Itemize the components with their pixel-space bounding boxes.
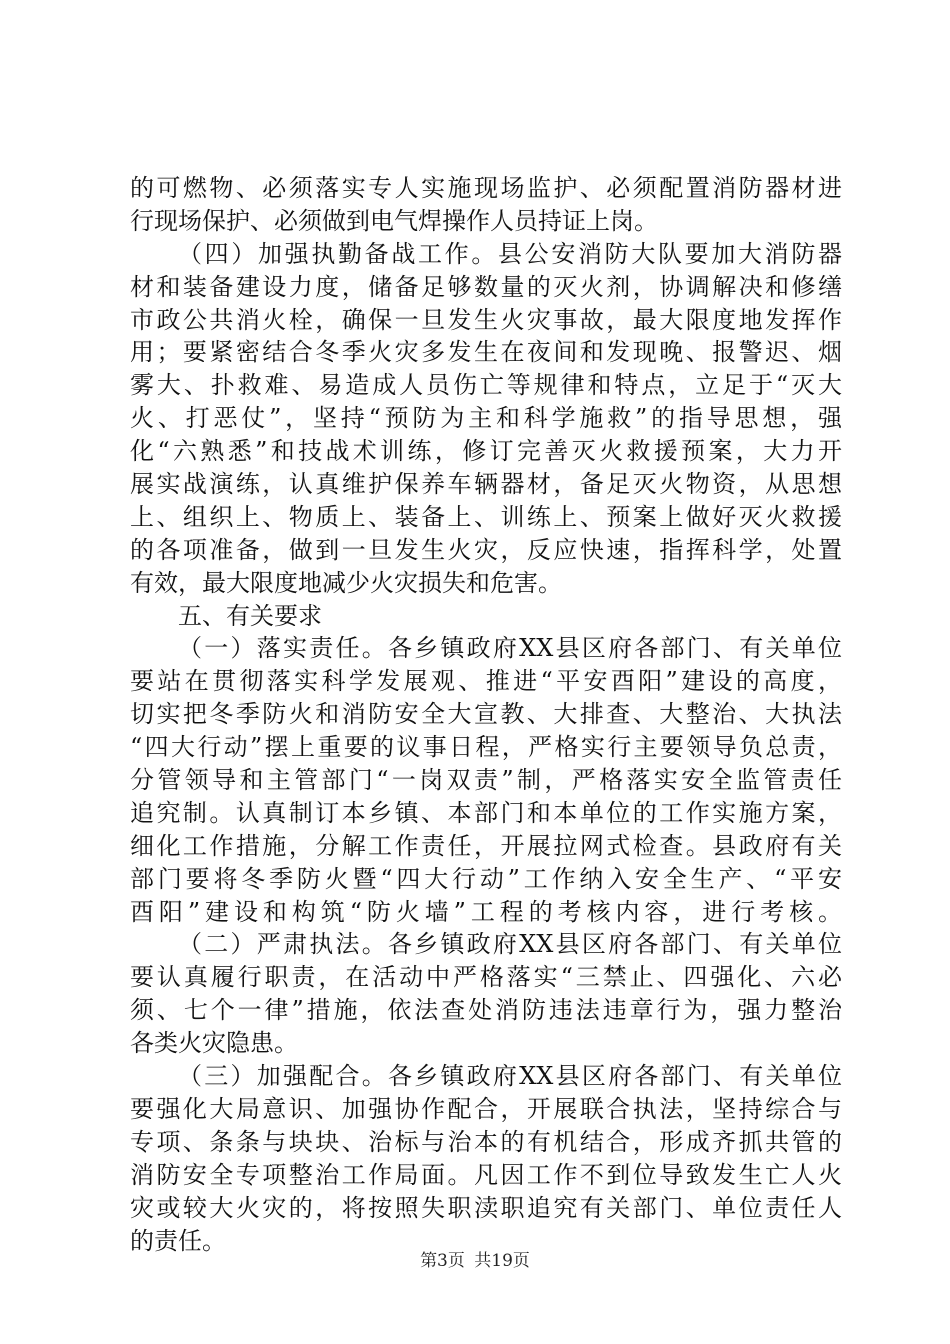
text-line: （二）严肃执法。各乡镇政府XX县区府各部门、有关单位 — [178, 930, 842, 959]
text-line: 消防安全专项整治工作局面。凡因工作不到位导致发生亡人火 — [130, 1160, 842, 1189]
page-footer — [0, 1246, 950, 1271]
text-line: （四）加强执勤备战工作。县公安消防大队要加大消防器 — [178, 239, 842, 268]
text-line: （一）落实责任。各乡镇政府XX县区府各部门、有关单位 — [178, 634, 842, 663]
text-line: 追究制。认真制订本乡镇、本部门和本单位的工作实施方案， — [130, 798, 842, 827]
text-line: 上、组织上、物质上、装备上、训练上、预案上做好灭火救援 — [130, 502, 842, 531]
text-line: （三）加强配合。各乡镇政府XX县区府各部门、有关单位 — [178, 1062, 842, 1091]
text-line: 有效，最大限度地减少火灾损失和危害。 — [130, 568, 562, 597]
text-line: 专项、条条与块块、治标与治本的有机结合，形成齐抓共管的 — [130, 1127, 842, 1156]
text-line: 的可燃物、必须落实专人实施现场监护、必须配置消防器材进 — [130, 174, 842, 202]
page-total: 共19页 — [474, 1251, 530, 1271]
text-line: 五、有关要求 — [178, 601, 322, 630]
text-line: 火、打恶仗”，坚持“预防为主和科学施救”的指导思想，强 — [130, 404, 842, 433]
text-line: 行现场保护、必须做到电气焊操作人员持证上岗。 — [130, 206, 658, 235]
text-line: 酉阳”建设和构筑“防火墙”工程的考核内容，进行考核。 — [130, 897, 842, 926]
page-number: 第3页 — [420, 1251, 465, 1271]
text-line: 分管领导和主管部门“一岗双责”制，严格落实安全监管责任 — [130, 766, 842, 795]
text-line: 化“六熟悉”和技战术训练，修订完善灭火救援预案，大力开 — [130, 437, 842, 466]
text-line: 各类火灾隐患。 — [130, 1029, 298, 1058]
text-line: 材和装备建设力度，储备足够数量的灭火剂，协调解决和修缮 — [130, 272, 842, 301]
text-line: 须、七个一律”措施，依法查处消防违法违章行为，强力整治 — [130, 996, 842, 1025]
document-body — [130, 172, 842, 1257]
text-line: 用；要紧密结合冬季火灾多发生在夜间和发现晚、报警迟、烟 — [130, 338, 842, 367]
text-line: 雾大、扑救难、易造成人员伤亡等规律和特点，立足于“灭大 — [130, 371, 842, 400]
text-line: 的责任。 — [130, 1226, 226, 1255]
text-line: 要强化大局意识、加强协作配合，开展联合执法，坚持综合与 — [130, 1094, 842, 1123]
text-line: 细化工作措施，分解工作责任，开展拉网式检查。县政府有关 — [130, 831, 842, 860]
text-line: “四大行动”摆上重要的议事日程，严格实行主要领导负总责， — [130, 733, 842, 762]
text-line: 市政公共消火栓，确保一旦发生火灾事故，最大限度地发挥作 — [130, 305, 842, 334]
text-line: 的各项准备，做到一旦发生火灾，反应快速，指挥科学，处置 — [130, 535, 842, 564]
text-line: 要站在贯彻落实科学发展观、推进“平安酉阳”建设的高度， — [130, 667, 842, 696]
text-line: 部门要将冬季防火暨“四大行动”工作纳入安全生产、“平安 — [130, 864, 842, 893]
text-line: 切实把冬季防火和消防安全大宣教、大排查、大整治、大执法 — [130, 700, 842, 729]
text-line: 要认真履行职责，在活动中严格落实“三禁止、四强化、六必 — [130, 963, 842, 992]
text-line: 灾或较大火灾的，将按照失职渎职追究有关部门、单位责任人 — [130, 1193, 842, 1222]
text-line: 展实战演练，认真维护保养车辆器材，备足灭火物资，从思想 — [130, 470, 842, 499]
